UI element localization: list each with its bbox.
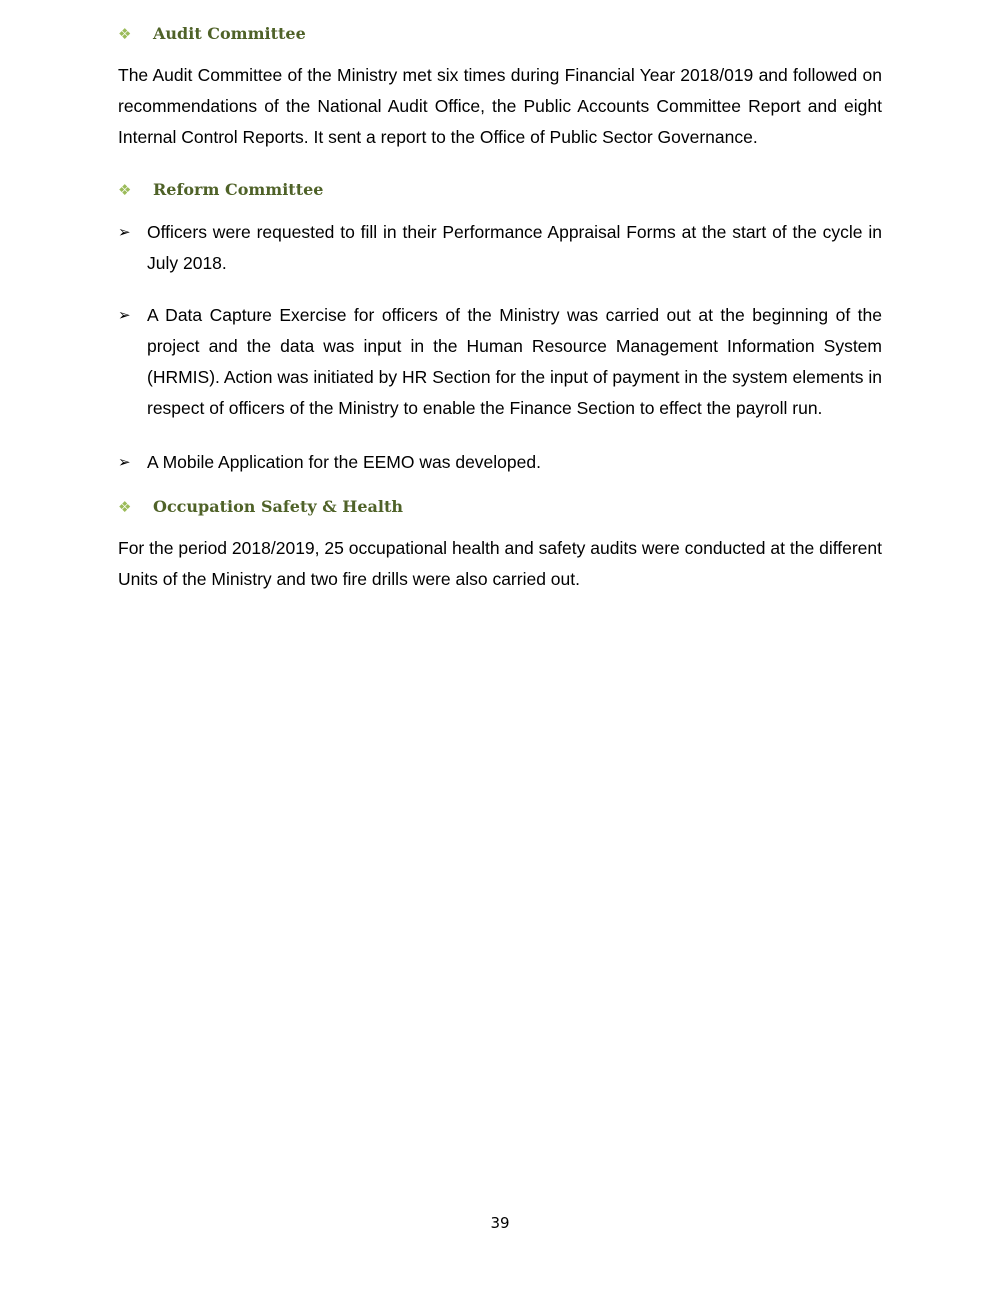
arrow-bullet-icon: ➢ — [118, 223, 131, 241]
page-number: 39 — [490, 1214, 510, 1232]
occupation-safety-heading — [118, 497, 403, 516]
diamond-bullet-icon: ❖ — [118, 24, 132, 43]
reform-committee-title: Reform Committee — [153, 180, 324, 199]
list-item-text: Officers were requested to fill in their Performance Appraisal Forms at the start of the cycle in July 2018. — [147, 222, 882, 273]
audit-committee-title: Audit Committee — [153, 24, 306, 43]
audit-committee-heading — [118, 24, 306, 43]
list-item — [118, 447, 882, 478]
arrow-bullet-icon: ➢ — [118, 453, 131, 471]
list-item-text: A Mobile Application for the EEMO was developed. — [147, 452, 541, 472]
diamond-bullet-icon: ❖ — [118, 497, 132, 516]
reform-committee-heading — [118, 180, 323, 199]
list-item — [118, 300, 882, 424]
occupation-safety-title: Occupation Safety & Health — [153, 497, 403, 516]
occupation-safety-paragraph: For the period 2018/2019, 25 occupational health and safety audits were conducted at the different Units of the Ministry and two fire drills were also carried out. — [118, 538, 882, 589]
audit-committee-paragraph: The Audit Committee of the Ministry met six times during Financial Year 2018/019 and followed on recommendations of the National Audit Office, the Public Accounts Committee Report and eight Internal Control Reports. It sent a report to the Office of Public Sector Governance. — [118, 65, 882, 147]
diamond-bullet-icon: ❖ — [118, 180, 132, 199]
list-item-text: A Data Capture Exercise for officers of the Ministry was carried out at the beginning of the project and the data was input in the Human Resource Management Information System (HRMIS). Action was initiated by HR Section for the input of payment in the system elements in respect of officers of the Ministry to enable the Finance Section to effect the payroll run. — [147, 305, 882, 418]
list-item — [118, 217, 882, 279]
arrow-bullet-icon: ➢ — [118, 306, 131, 324]
